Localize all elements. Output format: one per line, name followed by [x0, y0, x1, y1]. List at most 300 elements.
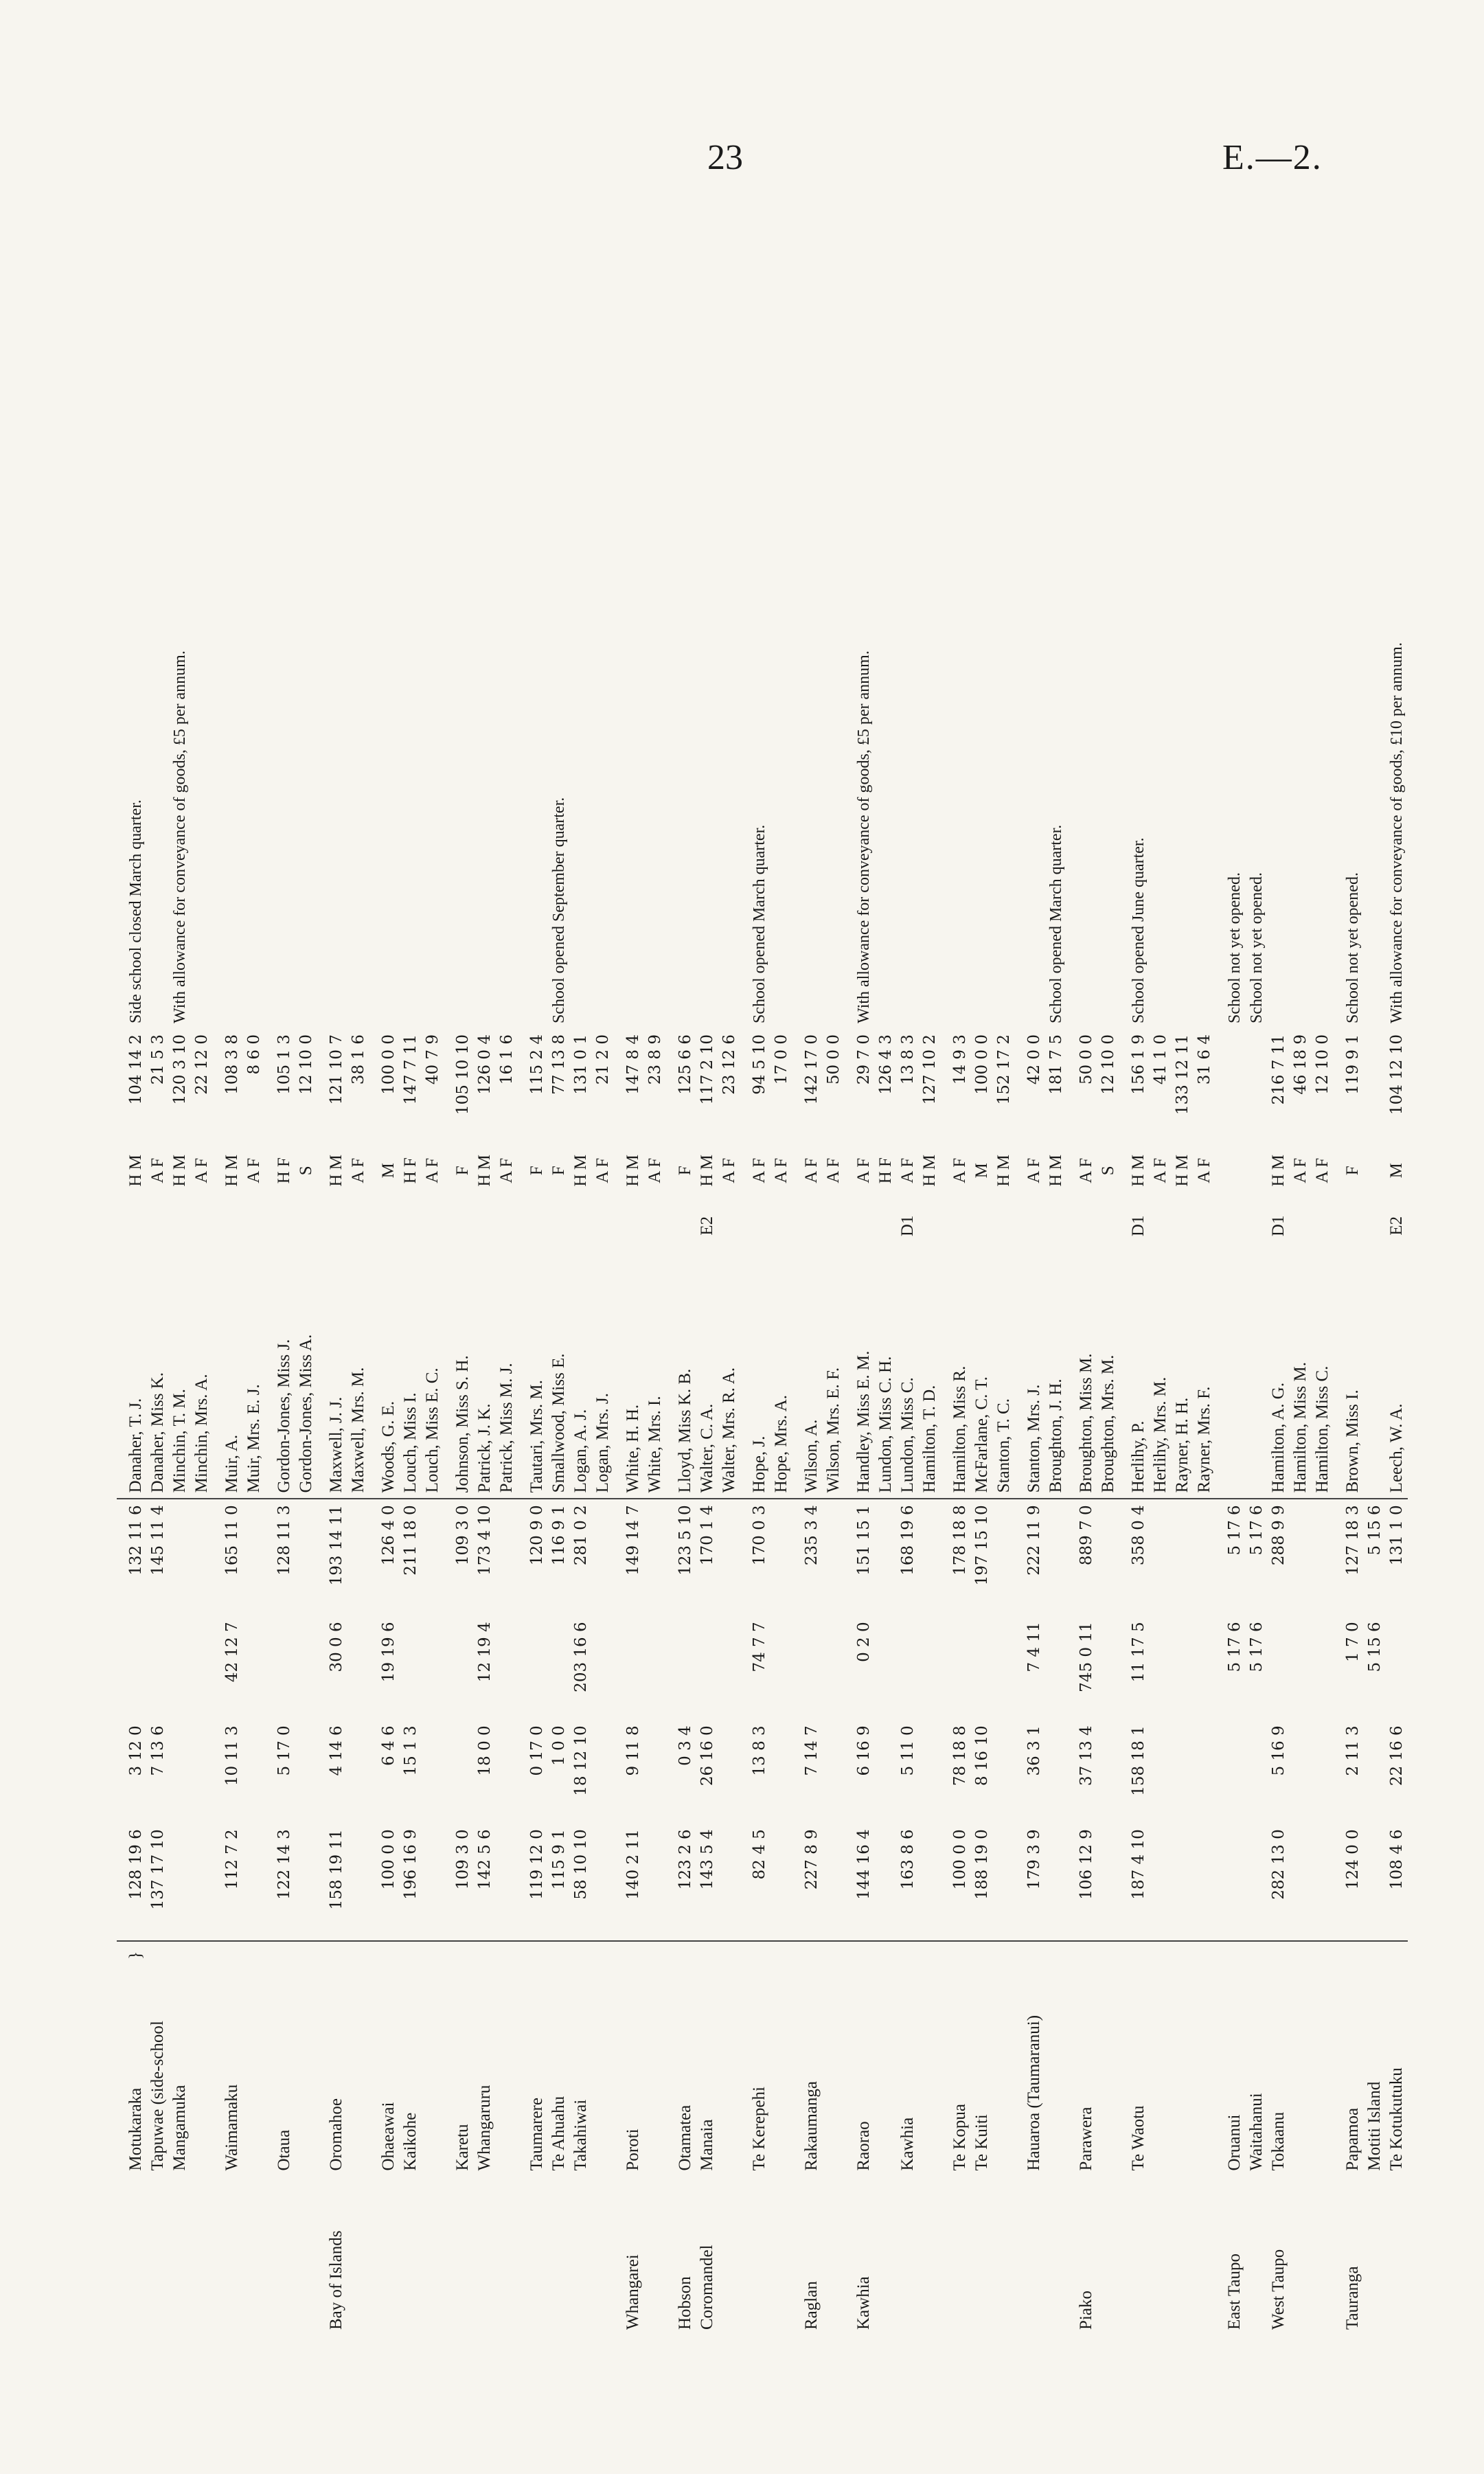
table-row — [1015, 172, 1045, 2335]
position-cell: A F — [192, 1157, 211, 1183]
position-cell: A F — [772, 1157, 790, 1183]
brace-cell — [770, 1941, 792, 1968]
other-expenditure-cell — [169, 1616, 191, 1720]
teacher-cell: Leech, W. A. — [1387, 1403, 1406, 1493]
other-expenditure-cell — [147, 1616, 169, 1720]
salary-rate-cell: 104 14 2 — [127, 1034, 145, 1105]
salaries-cell: 282 13 0 — [1268, 1824, 1290, 1941]
other-expenditure-cell: 745 0 11 — [1077, 1622, 1095, 1692]
total-cell — [770, 1499, 792, 1616]
remarks-cell — [444, 172, 474, 1029]
classification-cell — [614, 1202, 644, 1250]
other-expenditure-cell — [444, 1616, 474, 1720]
remarks-cell — [770, 172, 792, 1029]
position-cell: S — [1099, 1166, 1117, 1176]
classification-cell — [666, 1202, 696, 1250]
other-expenditure-cell — [191, 1616, 213, 1720]
teacher-cell: Danaher, T. J. — [126, 1398, 145, 1493]
teacher-cell: Johnson, Miss S. H. — [453, 1355, 472, 1493]
house-allowance-cell: 6 16 9 — [855, 1725, 873, 1776]
table-row — [823, 172, 845, 2335]
salaries-cell — [875, 1824, 897, 1941]
remarks-cell — [1172, 172, 1194, 1029]
teacher-cell: White, Mrs. I. — [646, 1396, 664, 1493]
brace-cell — [369, 1941, 400, 1968]
position-cell: A F — [750, 1157, 768, 1183]
school-cell: Rakaumanga — [802, 2081, 821, 2171]
county-cell — [1364, 2177, 1386, 2335]
other-expenditure-cell — [1097, 1616, 1119, 1720]
school-cell: Otamatea — [676, 2104, 694, 2171]
salary-rate-cell: 16 1 6 — [498, 1034, 516, 1085]
brace-cell — [666, 1941, 696, 1968]
house-allowance-cell: 36 3 1 — [1025, 1725, 1043, 1776]
total-cell: 123 5 10 — [666, 1499, 696, 1616]
total-cell: 126 4 0 — [369, 1499, 400, 1616]
salary-rate-cell: 77 13 8 — [550, 1034, 568, 1095]
table-row — [1312, 172, 1334, 2335]
salaries-cell: 100 0 0 — [369, 1824, 400, 1941]
classification-cell — [823, 1202, 845, 1250]
school-cell: Kawhia — [898, 2117, 917, 2171]
remarks-cell — [474, 172, 496, 1029]
classification-cell — [1150, 1202, 1172, 1250]
classification-cell — [592, 1202, 614, 1250]
total-cell — [191, 1499, 213, 1616]
teacher-cell: Gordon-Jones, Miss J. — [275, 1339, 293, 1493]
salaries-cell — [422, 1824, 444, 1941]
salaries-cell: 187 4 10 — [1119, 1824, 1150, 1941]
county-cell — [897, 2177, 919, 2335]
total-cell: 170 1 4 — [696, 1499, 718, 1616]
classification-cell — [971, 1202, 993, 1250]
brace-cell — [191, 1941, 213, 1968]
salary-rate-cell: 181 7 5 — [1047, 1034, 1065, 1095]
table-row — [875, 172, 897, 2335]
house-allowance-cell: 5 11 0 — [899, 1725, 917, 1776]
county-cell: Tauranga — [1343, 2266, 1362, 2330]
brace-cell — [941, 1941, 971, 1968]
salaries-cell: 122 14 3 — [265, 1824, 295, 1941]
total-cell: 5 17 6 — [1215, 1499, 1246, 1616]
brace-cell — [875, 1941, 897, 1968]
salaries-cell: 128 19 6 — [117, 1824, 147, 1941]
table-row — [117, 172, 147, 2335]
remarks-cell: With allowance for conveyance of goods, £5 per annum. — [171, 650, 189, 1023]
brace-cell — [993, 1941, 1015, 1968]
position-cell: A F — [1195, 1157, 1213, 1183]
position-cell: A F — [646, 1157, 664, 1183]
teacher-cell: Walter, Mrs. R. A. — [720, 1367, 738, 1493]
school-cell — [295, 1969, 317, 2177]
position-cell: A F — [1291, 1157, 1310, 1183]
position-cell: H M — [327, 1155, 345, 1187]
school-cell: Waitahanui — [1247, 2093, 1266, 2171]
brace-cell — [1067, 1941, 1097, 1968]
house-allowance-cell: 37 13 4 — [1077, 1725, 1095, 1786]
salaries-cell: 142 5 6 — [474, 1824, 496, 1941]
house-allowance-cell — [191, 1720, 213, 1824]
table-row — [1334, 172, 1364, 2335]
house-allowance-cell — [1150, 1720, 1172, 1824]
classification-cell — [243, 1202, 265, 1250]
county-cell: Raglan — [802, 2281, 821, 2330]
classification-cell — [993, 1202, 1015, 1250]
school-cell — [1045, 1969, 1067, 2177]
salaries-cell: 100 0 0 — [941, 1824, 971, 1941]
brace-cell — [718, 1941, 740, 1968]
school-cell: Taumarere — [527, 2098, 546, 2171]
other-expenditure-cell: 74 7 7 — [751, 1622, 768, 1672]
remarks-cell — [400, 172, 422, 1029]
brace-cell — [496, 1941, 518, 1968]
total-cell: 193 14 11 — [317, 1499, 347, 1616]
table-row — [1067, 172, 1097, 2335]
remarks-cell: Side school closed March quarter. — [127, 799, 145, 1023]
teacher-cell: Woods, G. E. — [379, 1400, 398, 1493]
salary-rate-cell: 12 10 0 — [1099, 1034, 1117, 1095]
brace-cell — [1215, 1941, 1246, 1968]
teacher-cell: Hamilton, Miss M. — [1291, 1362, 1310, 1493]
other-expenditure-cell — [117, 1616, 147, 1720]
county-cell — [117, 2177, 147, 2335]
total-cell: 120 9 0 — [518, 1499, 548, 1616]
teacher-cell: Broughton, Mrs. M. — [1099, 1354, 1117, 1493]
other-expenditure-cell — [919, 1616, 941, 1720]
position-cell: A F — [148, 1157, 167, 1183]
total-cell: 288 9 9 — [1268, 1499, 1290, 1616]
salaries-cell — [718, 1824, 740, 1941]
position-cell: A F — [898, 1157, 917, 1183]
total-cell — [718, 1499, 740, 1616]
salaries-cell — [919, 1824, 941, 1941]
total-cell: 222 11 9 — [1015, 1499, 1045, 1616]
remarks-cell — [875, 172, 897, 1029]
salary-rate-cell: 147 7 11 — [402, 1034, 420, 1105]
teacher-cell: Patrick, J. K. — [475, 1403, 494, 1493]
school-cell — [1172, 1969, 1194, 2177]
salary-rate-cell: 40 7 9 — [424, 1034, 442, 1085]
table-row — [191, 172, 213, 2335]
salaries-cell — [993, 1824, 1015, 1941]
salary-rate-cell: 147 8 4 — [624, 1034, 642, 1095]
total-cell: 170 0 3 — [740, 1499, 770, 1616]
brace-cell — [295, 1941, 317, 1968]
position-cell: A F — [1313, 1157, 1332, 1183]
salaries-cell: 137 17 10 — [147, 1824, 169, 1941]
classification-cell — [875, 1202, 897, 1250]
table-row — [644, 172, 666, 2335]
school-cell — [644, 1969, 666, 2177]
classification-cell — [941, 1202, 971, 1250]
brace-cell — [845, 1941, 875, 1968]
remarks-cell — [666, 172, 696, 1029]
house-allowance-cell — [718, 1720, 740, 1824]
house-allowance-cell: 18 12 10 — [572, 1725, 590, 1796]
remarks-cell: School opened March quarter. — [751, 824, 768, 1023]
other-expenditure-cell — [496, 1616, 518, 1720]
classification-cell — [1312, 1202, 1334, 1250]
teacher-cell: Maxwell, Mrs. M. — [349, 1367, 367, 1493]
classification-cell — [213, 1202, 243, 1250]
position-cell: H M — [994, 1155, 1013, 1187]
remarks-cell — [919, 172, 941, 1029]
school-cell — [347, 1969, 369, 2177]
salaries-cell: 119 12 0 — [518, 1824, 548, 1941]
remarks-cell — [1067, 172, 1097, 1029]
house-allowance-cell: 4 14 6 — [328, 1725, 345, 1776]
salary-rate-cell: 104 12 10 — [1388, 1034, 1406, 1115]
table-row — [1172, 172, 1194, 2335]
county-cell — [400, 2177, 422, 2335]
teacher-cell: Handley, Miss E. M. — [854, 1350, 873, 1493]
school-cell: Te Kuiti — [972, 2114, 991, 2171]
position-cell: A F — [802, 1157, 821, 1183]
brace-cell — [1194, 1941, 1215, 1968]
position-cell: A F — [244, 1157, 263, 1183]
school-cell — [718, 1969, 740, 2177]
county-cell — [1015, 2177, 1045, 2335]
school-cell — [422, 1969, 444, 2177]
remarks-cell — [317, 172, 347, 1029]
teacher-cell: Walter, C. A. — [698, 1403, 716, 1493]
house-allowance-cell — [444, 1720, 474, 1824]
position-cell: A F — [824, 1157, 843, 1183]
classification-cell — [570, 1202, 592, 1250]
house-allowance-cell: 158 18 1 — [1130, 1725, 1148, 1796]
salaries-cell — [1312, 1824, 1334, 1941]
remarks-cell — [592, 172, 614, 1029]
remarks-cell — [1194, 172, 1215, 1029]
salaries-cell — [191, 1824, 213, 1941]
table-row — [1246, 172, 1268, 2335]
table-row — [666, 172, 696, 2335]
teacher-cell — [1246, 1250, 1268, 1499]
total-cell: 5 15 6 — [1364, 1499, 1386, 1616]
salary-rate-cell — [1364, 1029, 1386, 1139]
house-allowance-cell: 8 16 10 — [973, 1725, 991, 1786]
county-cell — [1312, 2177, 1334, 2335]
salary-rate-cell: 50 0 0 — [1077, 1034, 1095, 1085]
other-expenditure-cell — [265, 1616, 295, 1720]
salaries-cell — [1045, 1824, 1067, 1941]
salaries-cell — [592, 1824, 614, 1941]
salaries-cell: 58 10 10 — [570, 1824, 592, 1941]
salaries-cell — [823, 1824, 845, 1941]
classification-cell — [1067, 1202, 1097, 1250]
school-cell — [592, 1969, 614, 2177]
other-expenditure-cell — [897, 1616, 919, 1720]
total-cell — [243, 1499, 265, 1616]
table-row — [592, 172, 614, 2335]
teacher-cell: Lloyd, Miss K. B. — [676, 1368, 694, 1493]
school-cell — [1194, 1969, 1215, 2177]
house-allowance-cell — [1246, 1720, 1268, 1824]
salary-rate-cell: 38 1 6 — [350, 1034, 367, 1085]
brace-cell — [1312, 1941, 1334, 1968]
school-cell: Waimamaku — [222, 2084, 241, 2171]
table-row — [422, 172, 444, 2335]
salary-rate-cell: 105 10 10 — [454, 1034, 472, 1115]
brace-cell — [213, 1941, 243, 1968]
salaries-cell — [347, 1824, 369, 1941]
teacher-cell: Gordon-Jones, Miss A. — [297, 1334, 315, 1493]
house-allowance-cell: 6 4 6 — [380, 1725, 398, 1766]
salaries-cell: 188 19 0 — [971, 1824, 993, 1941]
salaries-cell: 108 4 6 — [1386, 1824, 1408, 1941]
school-cell: Kaikohe — [401, 2112, 420, 2171]
total-cell: 168 19 6 — [897, 1499, 919, 1616]
classification-cell — [919, 1202, 941, 1250]
classification-cell — [845, 1202, 875, 1250]
total-cell: 128 11 3 — [265, 1499, 295, 1616]
position-cell: H M — [222, 1155, 241, 1187]
teacher-cell: Stanton, T. C. — [994, 1398, 1013, 1493]
position-cell: H F — [876, 1157, 895, 1184]
county-cell — [993, 2177, 1015, 2335]
position-cell: H M — [698, 1155, 716, 1187]
other-expenditure-cell — [592, 1616, 614, 1720]
total-cell — [169, 1499, 191, 1616]
total-cell: 178 18 8 — [941, 1499, 971, 1616]
school-cell: Te Kopua — [950, 2104, 969, 2171]
classification-cell — [770, 1202, 792, 1250]
school-cell: Te Kotukutuku — [1387, 2067, 1406, 2171]
remarks-cell — [1015, 172, 1045, 1029]
other-expenditure-cell: 12 19 4 — [476, 1622, 494, 1683]
other-expenditure-cell — [422, 1616, 444, 1720]
other-expenditure-cell — [696, 1616, 718, 1720]
other-expenditure-cell: 7 4 11 — [1025, 1622, 1043, 1672]
school-cell: Ohaeawai — [379, 2102, 398, 2171]
remarks-cell — [191, 172, 213, 1029]
teacher-cell: Broughton, J. H. — [1047, 1378, 1065, 1493]
table-row — [213, 172, 243, 2335]
teacher-cell — [1215, 1250, 1246, 1499]
other-expenditure-cell — [971, 1616, 993, 1720]
position-cell: A F — [497, 1157, 516, 1183]
total-cell: 151 15 1 — [845, 1499, 875, 1616]
classification-cell: E2 — [698, 1216, 716, 1236]
teacher-cell: Maxwell, J. J. — [327, 1396, 345, 1493]
county-cell — [147, 2177, 169, 2335]
table-row — [740, 172, 770, 2335]
brace-cell — [1150, 1941, 1172, 1968]
county-cell — [1172, 2177, 1194, 2335]
brace-cell — [823, 1941, 845, 1968]
table-row — [941, 172, 971, 2335]
position-cell: M — [972, 1163, 991, 1179]
house-allowance-cell — [1312, 1720, 1334, 1824]
remarks-cell — [897, 172, 919, 1029]
salaries-cell: 140 2 11 — [614, 1824, 644, 1941]
county-cell — [213, 2177, 243, 2335]
teacher-cell: McFarlane, C. T. — [972, 1376, 991, 1493]
salaries-cell: 124 0 0 — [1334, 1824, 1364, 1941]
other-expenditure-cell: 42 12 7 — [223, 1622, 241, 1683]
teacher-cell: Hope, J. — [750, 1435, 768, 1493]
school-cell: Te Waotu — [1129, 2105, 1148, 2171]
other-expenditure-cell — [295, 1616, 317, 1720]
teacher-cell: Minchin, T. M. — [170, 1389, 189, 1493]
classification-cell: E2 — [1387, 1216, 1406, 1236]
table-row — [474, 172, 496, 2335]
remarks-cell — [1312, 172, 1334, 1029]
salary-rate-cell — [1246, 1029, 1268, 1139]
salary-rate-cell: 23 12 6 — [720, 1034, 738, 1095]
county-cell — [1194, 2177, 1215, 2335]
house-allowance-cell — [770, 1720, 792, 1824]
total-cell — [1097, 1499, 1119, 1616]
table-row — [496, 172, 518, 2335]
salaries-cell: 115 9 1 — [548, 1824, 570, 1941]
school-cell: Hauaroa (Taumaranui) — [1025, 2015, 1043, 2171]
salaries-cell — [1246, 1824, 1268, 1941]
table-row — [696, 172, 718, 2335]
classification-cell — [1290, 1202, 1312, 1250]
total-cell: 116 9 1 — [548, 1499, 570, 1616]
county-cell — [1150, 2177, 1172, 2335]
schools-table — [117, 172, 1408, 2335]
position-cell: H M — [126, 1155, 145, 1187]
school-cell — [1097, 1969, 1119, 2177]
other-expenditure-cell: 1 7 0 — [1344, 1622, 1362, 1662]
other-expenditure-cell — [792, 1616, 823, 1720]
position-cell: F — [676, 1166, 694, 1176]
classification-cell — [265, 1202, 295, 1250]
table-row — [548, 172, 570, 2335]
position-cell: H M — [475, 1155, 494, 1187]
remarks-cell: School not yet opened. — [1248, 872, 1266, 1023]
salary-rate-cell: 119 9 1 — [1344, 1034, 1362, 1095]
school-cell — [496, 1969, 518, 2177]
salary-rate-cell: 21 2 0 — [594, 1034, 612, 1085]
remarks-cell — [570, 172, 592, 1029]
salary-rate-cell: 31 6 4 — [1196, 1034, 1213, 1085]
teacher-cell: Patrick, Miss M. J. — [497, 1363, 516, 1493]
table-row — [369, 172, 400, 2335]
house-allowance-cell — [1215, 1720, 1246, 1824]
school-cell — [1150, 1969, 1172, 2177]
other-expenditure-cell: 5 15 6 — [1366, 1622, 1384, 1672]
brace-cell — [1364, 1941, 1386, 1968]
brace-cell — [518, 1941, 548, 1968]
county-cell — [770, 2177, 792, 2335]
table-row — [570, 172, 592, 2335]
school-cell: Whangaruru — [475, 2085, 494, 2171]
salary-rate-cell: 22 12 0 — [193, 1034, 211, 1095]
salaries-cell — [770, 1824, 792, 1941]
house-allowance-cell: 7 14 7 — [803, 1725, 821, 1776]
remarks-cell — [718, 172, 740, 1029]
rotated-table-container — [117, 172, 1406, 2335]
table-row — [1150, 172, 1172, 2335]
total-cell — [295, 1499, 317, 1616]
position-cell: H M — [1047, 1155, 1065, 1187]
salary-rate-cell: 125 6 6 — [676, 1034, 694, 1095]
table-row — [1386, 172, 1408, 2335]
teacher-cell: Hope, Mrs. A. — [772, 1394, 790, 1493]
house-allowance-cell: 13 8 3 — [751, 1725, 768, 1776]
salaries-cell: 196 16 9 — [400, 1824, 422, 1941]
table-row — [1119, 172, 1150, 2335]
other-expenditure-cell — [548, 1616, 570, 1720]
remarks-cell — [1364, 172, 1386, 1029]
teacher-cell: Rayner, Mrs. F. — [1195, 1386, 1213, 1493]
house-allowance-cell — [422, 1720, 444, 1824]
house-allowance-cell: 15 1 3 — [402, 1725, 420, 1776]
house-allowance-cell — [1194, 1720, 1215, 1824]
